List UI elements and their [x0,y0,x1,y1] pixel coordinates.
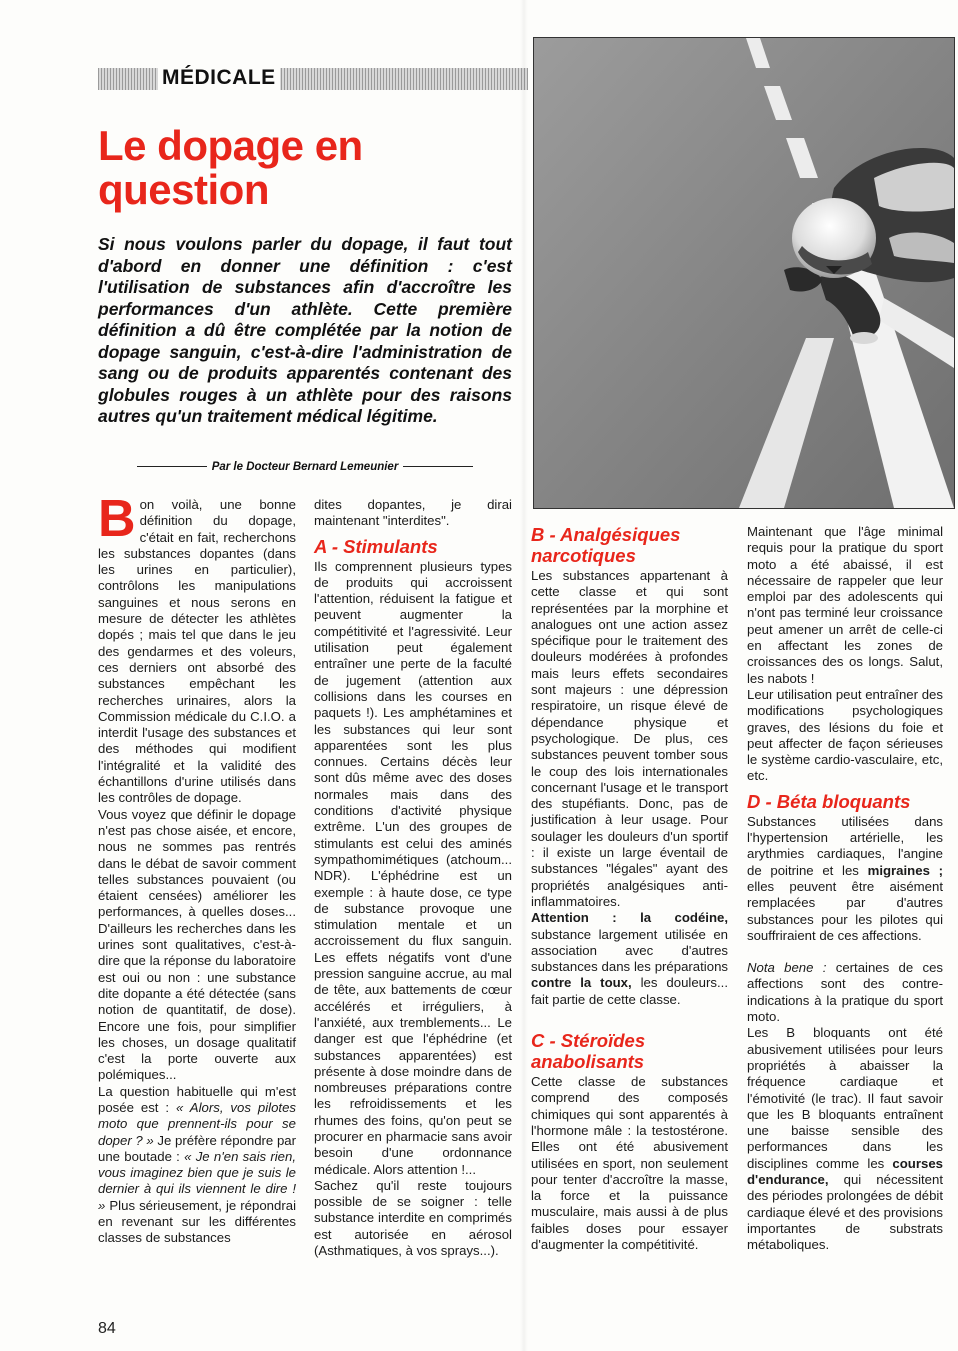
col4-paragraph-1: Maintenant que l'âge minimal requis pour la pratique du sport moto a été abaissé, il est nécessaire de rappeler que leur emploi par des adolescents qui n'ont pas terminé leur croissance peut amener un arrêt de celle-ci en affectant les zones de croissances des os longs. Salut, les nabots ! [747,524,943,686]
col4-text-4b: certaines de ces affections sont des contre-indications à la pratique du sport moto. [747,960,943,1025]
column-3 [531,524,728,1253]
col4-nota-bene: Nota bene : [747,960,827,976]
col4-paragraph-2: Leur utilisation peut entraîner des modifications psychologiques graves, des lésions du foie et peut affecter de façon sérieuses le système cardio-vasculaire, etc, etc. [747,686,943,784]
col4-bold-1: migraines ; [867,862,944,878]
col1-text-3c: Plus sérieusement, je répondrai en revenant sur les différentes classes de substances [98,1197,296,1246]
col4-bold-2: courses d'endurance, [747,1155,943,1187]
column-2 [314,497,512,1259]
col1-paragraph-3 [98,1084,296,1247]
rubric-band [98,68,528,90]
article-lead: Si nous voulons parler du dopage, il faut tout d'abord en donner une définition : c'est l'utilisation de substances afin d'accroître les performances d'un athlète. Cette première définition a dû être complétée par la notion de dopage sanguin, c'est-à-dire l'administration de sang ou de produits apparentés contenant des globules rouges à un athlète pour des raisons autres qu'un traitement médical légitime. [98,234,512,426]
col1-paragraph-1 [98,490,296,807]
col3-paragraph-3: Cette classe de substances comprend des composés chimiques qui sont apparentés à l'hormone mâle : la testostérone. Elles ont été abusivement utilisées en sport, non seulement pour tenter d'accroître la masse, la force et la puissance musculaire, mais aussi à de plus faibles doses pour essayer d'augmenter la compétitivité. [531,1074,728,1252]
col2-paragraph-2: Sachez qu'il reste toujours possible de se soigner : telle substance interdite en comprimés est autorisée en aérosol (Asthmatiques, à vos sprays...). [314,1177,512,1259]
column-1 [98,490,297,1247]
rider-on-road-image [534,38,954,508]
section-heading-a: A - Stimulants [314,535,438,557]
col4-text-3c: elles peuvent être aisément remplacées par d'autres substances pour les pilotes qui souffriraient de ces affections. [747,878,943,943]
col4-text-5c: qui nécessitent des périodes prolongées de débit cardiaque élevé et des provisions importantes de substrats métaboliques. [747,1171,943,1253]
col1-text-3a: La question habituelle qui m'est posée est : [98,1083,296,1115]
article-title: Le dopage en question [98,122,363,213]
col3-bold-2: contre la toux, [531,975,632,991]
rider-photo [533,37,955,509]
spacer [747,944,943,960]
col1-text-1: on voilà, une bonne définition du dopage, c'était en fait, recherchons les substances dopantes (dans les urines en particulier), contrôlons les manipulations sanguines et nous serons en mesure de détecter les athlètes dopés ; mais tel que dans le jeu des gendarmes et des voleurs, ces derniers ont absorbé des substances empêchant les recherches urinaires, alors la Commission médicale du C.I.O. a interdit l'usage des substances et des méthodes qui modifient l'intégralité et la validité des échantillons d'urine utilisés dans les contrôles de dopage. [98,497,296,806]
col1-text-3b: Je préfère répondre par une boutade : [98,1132,296,1164]
byline [98,461,512,473]
col1-quote-2: « Je n'en sais rien, vous imaginez bien que je suis le dernier à qui ils viennent le dire ! » [98,1148,297,1213]
col3-text-2b: substance largement utilisée en association avec d'autres substances dans les préparations [531,926,728,975]
col4-paragraph-4 [747,960,943,1025]
section-heading-d: D - Béta bloquants [747,790,911,812]
column-4 [747,524,943,1253]
col4-text-3a: Substances utilisées dans l'hypertension artérielle, les arythmies cardiaques, l'angine de poitrine et les [747,813,943,878]
section-heading-b: B - Analgésiques narcotiques [531,524,681,566]
col3-text-2d: les douleurs... fait partie de cette classe. [531,975,728,1007]
col4-paragraph-5 [747,1025,943,1253]
rubric-label: MÉDICALE [158,65,280,91]
col4-text-5a: Les B bloquants ont été abusivement utilisées pour leurs propriétés à abaisser la fréquence cardiaque et l'émotivité (le trac). Il faut savoir que les B bloquants entraînent une baisse sensible des performances dans les disciplines comme les [747,1025,943,1171]
spacer [531,1008,728,1024]
col2-paragraph-0: dites dopantes, je dirai maintenant "interdites". [314,497,512,529]
page-crease [520,0,528,1351]
col1-quote-1: « Alors, vos pilotes moto que prennent-ils pour se doper ? » [98,1099,296,1148]
col2-paragraph-1: Ils comprennent plusieurs types de produits qui accroissent l'attention, réduisent la fatigue et peuvent augmenter la compétitivité et l'agressivité. Leur utilisation peut également entraîner une perte de la faculté de jugement (attention aux collisions dans les courses en paquets !). Les amphétamines et les substances qui leur sont apparentées sont les plus connues. Certains décès leur sont dûs même avec des doses normales mais dans des conditions d'activité physique extrême. L'un des groupes de stimulants est celui des aminés sympathomimétiques (atchoum... NDR). L'éphédrine est un exemple : à haute dose, ce type de substance provoque une stimulation mentale et un accroissement du flux sanguin. Les effets négatifs vont d'une pression sanguine accrue, au mal de tête, aux battements de cœur accélérés et irréguliers, à l'anxiété, aux tremblements... Le danger est que l'éphédrine (et substances apparentées) est présente à dose moindre dans de nombreuses préparations contre les refroidissements et les rhumes des foins, qu'on peut se procurer en pharmacie sans avoir besoin d'une ordonnance médicale. Alors attention !... [314,558,512,1177]
page-number: 84 [98,1320,116,1337]
col3-bold-1: Attention : la codéine, [531,910,728,926]
col4-paragraph-3 [747,814,943,944]
col3-paragraph-2 [531,910,728,1008]
byline-text: Par le Docteur Bernard Lemeunier [211,461,399,473]
col3-paragraph-1: Les substances appartenant à cette classe et qui sont représentées par la morphine et analogues ont une action assez spécifique pour le traitement des douleurs modérées à profondes mais leurs effets secondaires sont majeurs : une dépression respiratoire, un risque élevé de dépendance physique et psychologique. De plus, ces substances peuvent tomber sous le coup des lois internationales concernant l'usage et le transport des stupéfiants. Donc, pas de justification à leur usage. Pour soulager les douleurs d'un sportif : il existe un large éventail de substances "légales" ayant des propriétés analgésiques anti-inflammatoires. [531,568,728,909]
col1-paragraph-2: Vous voyez que définir le dopage n'est pas chose aisée, et encore, nous ne sommes pas rentrés dans le débat de savoir comment telles substances pouvaient (ou étaient censées) améliorer les performances, à quelles doses... D'ailleurs les recherches dans les urines sont qualitatives, c'est-à-dire que la réponse du laboratoire est oui ou non : une substance dite dopante a été détectée (sans notion de quantitatif, de dose). Encore une fois, pour simplifier les choses, un dosage qualitatif c'est la porte ouverte aux polémiques... [98,806,296,1083]
drop-cap: B [98,490,136,548]
section-heading-c: C - Stéroïdes anabolisants [531,1030,646,1073]
